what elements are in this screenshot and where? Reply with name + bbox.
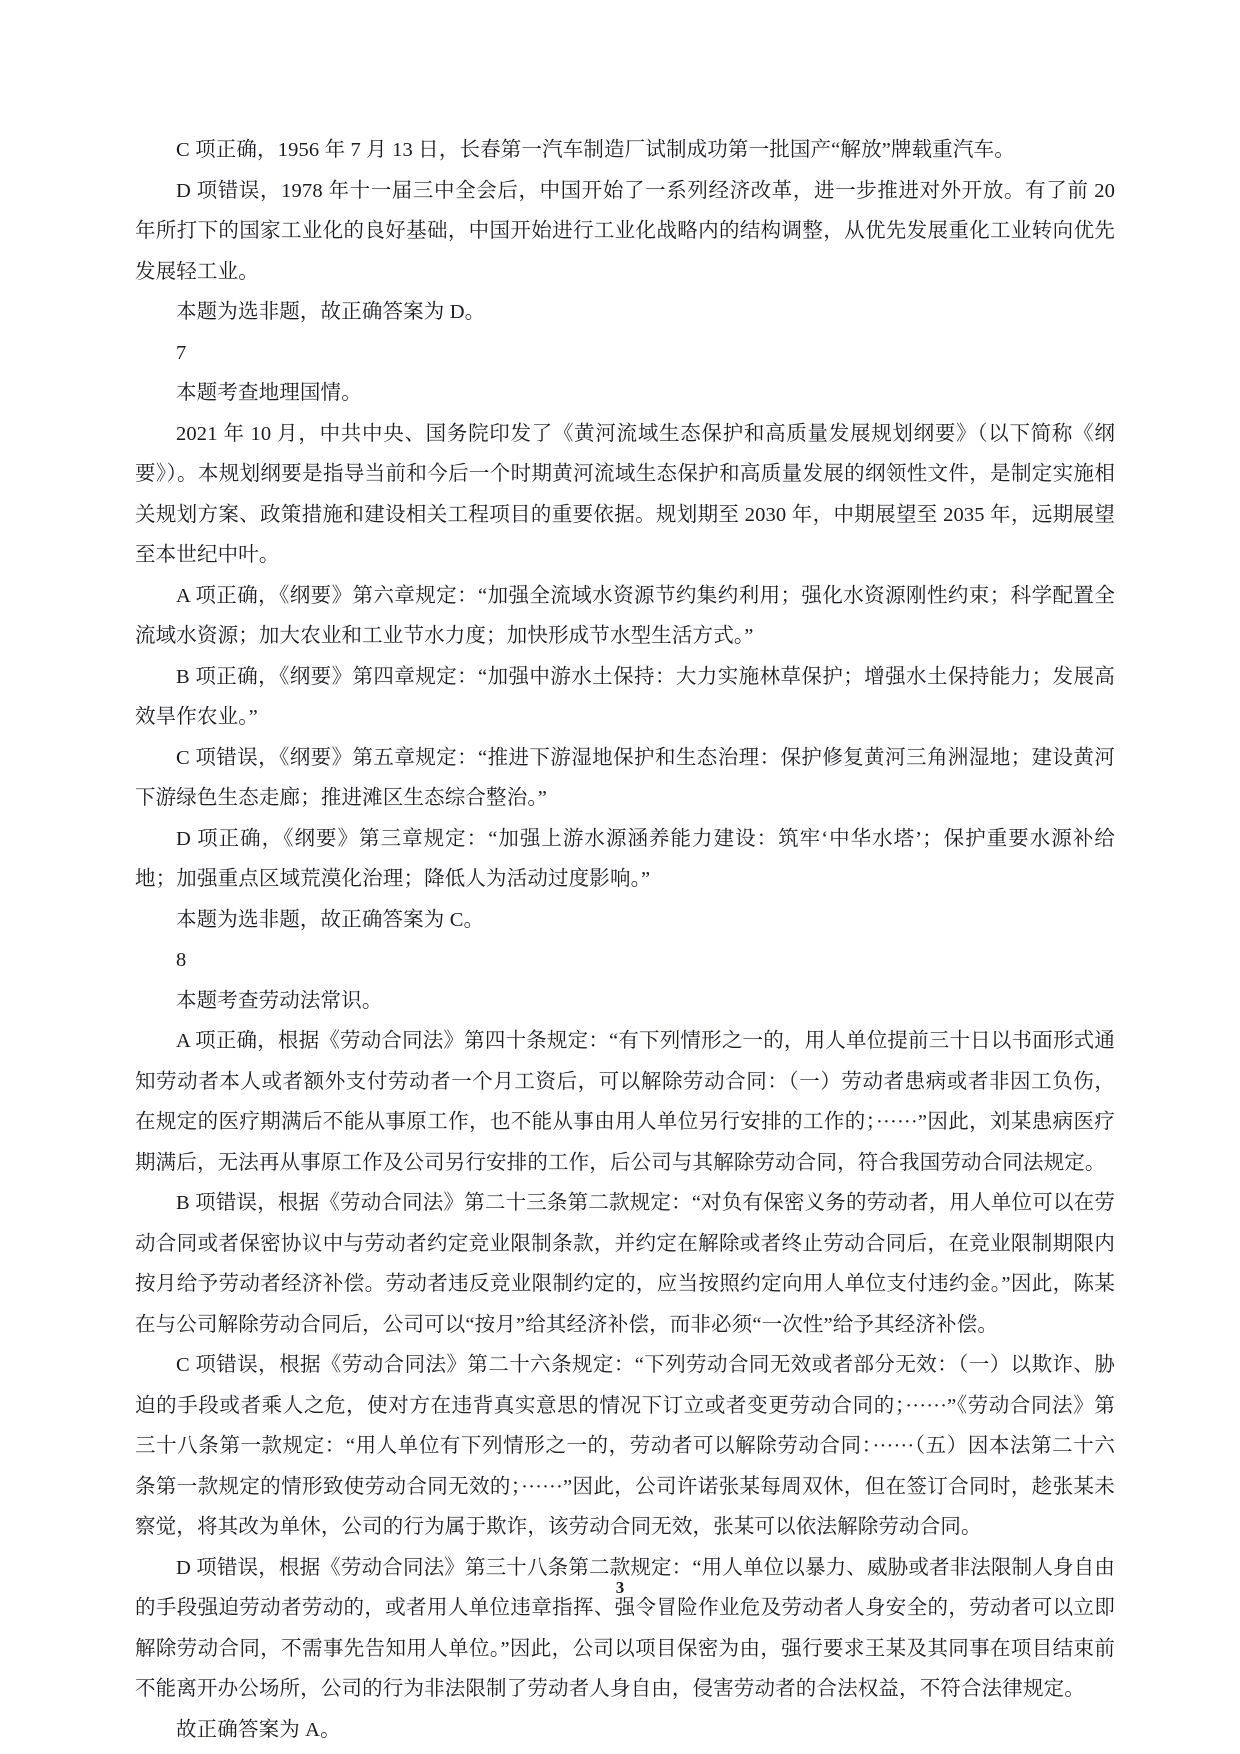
paragraph: D 项正确，《纲要》第三章规定：“加强上游水源涵养能力建设：筑牢‘中华水塔’；保护重要水源补给地；加强重点区域荒漠化治理；降低人为活动过度影响。” — [135, 827, 1115, 890]
paragraph: D 项错误，1978 年十一届三中全会后，中国开始了一系列经济改革，进一步推进对外开放。有了前 20 年所打下的国家工业化的良好基础，中国开始进行工业化战略内的结构调整，从优先发展重化工业转向优先发展轻工业。 — [135, 179, 1115, 283]
paragraph: C 项错误，《纲要》第五章规定：“推进下游湿地保护和生态治理：保护修复黄河三角洲湿地；建设黄河下游绿色生态走廊；推进滩区生态综合整治。” — [135, 746, 1115, 809]
question-number: 8 — [176, 949, 187, 971]
question-number: 7 — [176, 341, 187, 364]
paragraph: 本题考查地理国情。 — [176, 382, 362, 404]
paragraph: A 项正确，《纲要》第六章规定：“加强全流域水资源节约集约利用；强化水资源刚性约束；科学配置全流域水资源；加大农业和工业节水力度；加快形成节水型生活方式。” — [135, 584, 1115, 647]
paragraph: 本题为选非题，故正确答案为 D。 — [176, 301, 486, 323]
page-number: 3 — [615, 1578, 625, 1597]
page-content — [135, 130, 1115, 1750]
paragraph: D 项错误，根据《劳动合同法》第三十八条第二款规定：“用人单位以暴力、威胁或者非法限制人身自由的手段强迫劳动者劳动的，或者用人单位违章指挥、强令冒险作业危及劳动者人身安全的，劳动者可以立即解除劳动合同，不需事先告知用人单位。”因此，公司以项目保密为由，强行要求王某及其同事在项目结束前不能离开办公场所，公司的行为非法限制了劳动者人身自由，侵害劳动者的合法权益，不符合法律规定。 — [135, 1556, 1115, 1700]
paragraph: 故正确答案为 A。 — [176, 1718, 341, 1741]
paragraph: C 项正确，1956 年 7 月 13 日，长春第一汽车制造厂试制成功第一批国产“解放”牌载重汽车。 — [176, 139, 1015, 161]
paragraph: B 项错误，根据《劳动合同法》第二十三条第二款规定：“对负有保密义务的劳动者，用人单位可以在劳动合同或者保密协议中与劳动者约定竞业限制条款，并约定在解除或者终止劳动合同后，在竞业限制期限内按月给予劳动者经济补偿。劳动者违反竞业限制约定的，应当按照约定向用人单位支付违约金。”因此，陈某在与公司解除劳动合同后，公司可以“按月”给其经济补偿，而非必须“一次性”给予其经济补偿。 — [135, 1192, 1115, 1336]
paragraph: C 项错误，根据《劳动合同法》第二十六条规定：“下列劳动合同无效或者部分无效：（一）以欺诈、胁迫的手段或者乘人之危，使对方在违背真实意思的情况下订立或者变更劳动合同的；······”《劳动合同法》第三十八条第一款规定：“用人单位有下列情形之一的，劳动者可以解除劳动合同：······（五）因本法第二十六条第一款规定的情形致使劳动合同无效的；······”因此，公司许诺张某每周双休，但在签订合同时，趁张某未察觉，将其改为单休，公司的行为属于欺诈，该劳动合同无效，张某可以依法解除劳动合同。 — [135, 1354, 1115, 1538]
paragraph: 2021 年 10 月，中共中央、国务院印发了《黄河流域生态保护和高质量发展规划纲要》（以下简称《纲要》）。本规划纲要是指导当前和今后一个时期黄河流域生态保护和高质量发展的纲领性文件，是制定实施相关规划方案、政策措施和建设相关工程项目的重要依据。规划期至 2030 年，中期展望至 2035 年，远期展望至本世纪中叶。 — [135, 422, 1115, 566]
paragraph: B 项正确，《纲要》第四章规定：“加强中游水土保持：大力实施林草保护；增强水土保持能力；发展高效旱作农业。” — [135, 665, 1115, 728]
paragraph: 本题为选非题，故正确答案为 C。 — [176, 908, 485, 931]
paragraph: 本题考查劳动法常识。 — [176, 989, 383, 1012]
paragraph: A 项正确，根据《劳动合同法》第四十条规定：“有下列情形之一的，用人单位提前三十日以书面形式通知劳动者本人或者额外支付劳动者一个月工资后，可以解除劳动合同：（一）劳动者患病或者非因工负伤，在规定的医疗期满后不能从事原工作，也不能从事由用人单位另行安排的工作的；······”因此，刘某患病医疗期满后，无法再从事原工作及公司另行安排的工作，后公司与其解除劳动合同，符合我国劳动合同法规定。 — [135, 1030, 1115, 1174]
